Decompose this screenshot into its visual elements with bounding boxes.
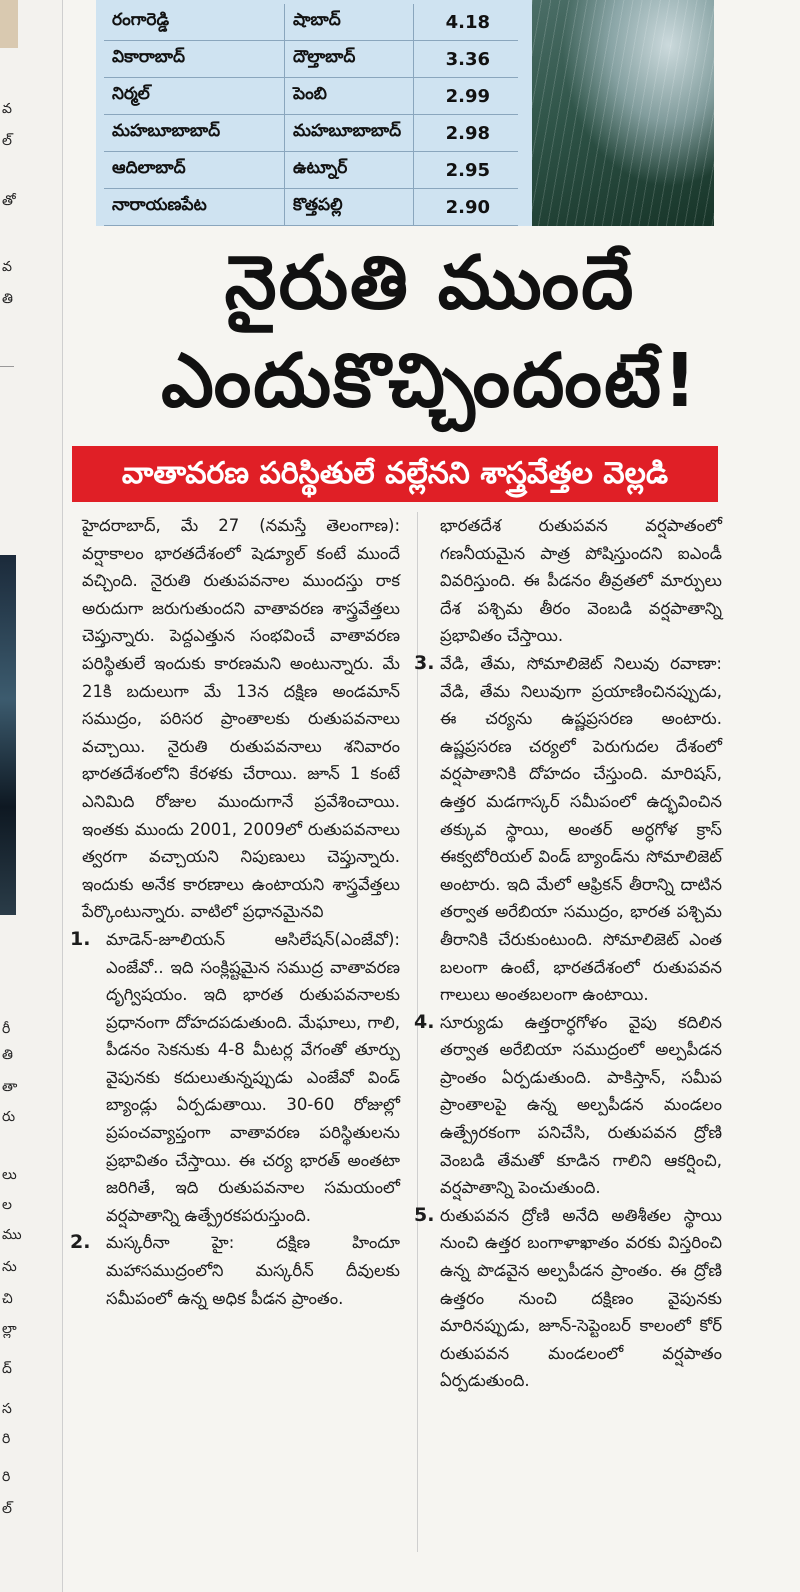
rainfall-value: 4.18 [414,4,519,41]
rainfall-table [104,4,518,226]
item-number: 4. [414,1010,435,1033]
article-column-right [414,512,722,1395]
table-row [104,152,518,189]
article-continuation: భారతదేశ రుతుపవన వర్షపాతంలో గణనీయమైన పాత్ర పోషిస్తుందని ఐఎండీ వివరిస్తుంది. ఈ పీడనం తీవ్రతలో మార్పులు దేశ పశ్చిమ తీరం వెంబడి వర్షపాతాన్ని ప్రభావితం చేస్తాయి. [440,516,722,646]
district-cell: నిర్మల్ [104,78,285,115]
item-text: వేడి, తేమ, సోమాలిజెట్‌ నిలువు రవాణా: వేడి, తేమ నిలువుగా ప్రయాణించినప్పుడు, ఈ చర్యను ఉష్ణప్రసరణ అంటారు. ఉష్ణప్రసరణ చర్యలో పెరుగుదల దేశంలో వర్షపాతానికి దోహదం చేస్తుంది. మారిషస్‌, ఉత్తర మడగాస్కర్‌ సమీపంలో ఉద్భవించిన తక్కువ స్థాయి, అంతర్‌ అర్ధగోళ క్రాస్‌ ఈక్వటోరియల్‌ విండ్‌ బ్యాండ్‌ను సోమాలిజెట్‌ అంటారు. ఇది మేలో ఆఫ్రికన్‌ తీరాన్ని దాటిన తర్వాత అరేబియా సముద్రం, భారత పశ్చిమ తీరానికి చేరుకుంటుంది. సోమాలిజెట్‌ ఎంత బలంగా ఉంటే, భారతదేశంలో రుతుపవన గాలులు అంతబలంగా ఉంటాయి. [440,653,722,1005]
place-cell: కొత్తపల్లి [285,189,414,226]
item-number: 5. [414,1203,435,1226]
rainfall-value: 2.99 [414,78,519,115]
adjacent-fragment: ద్ [2,1361,12,1377]
adjacent-fragment: తి [2,1047,13,1063]
district-cell: ఆదిలాబాద్ [104,152,285,189]
adjacent-fragment: తి [2,291,13,307]
adjacent-image [0,0,18,48]
list-item [414,1009,722,1202]
table-row [104,189,518,226]
place-cell: ఉట్నూర్ [285,152,414,189]
table-row [104,4,518,41]
item-text: మాడెన్‌-జూలియన్‌ ఆసిలేషన్‌(ఎంజేవో): ఎంజేవో.. ఇది సంక్లిష్టమైన సముద్ర వాతావరణ దృగ్విషయం. ఇది భారత రుతుపవనాలకు ప్రధానంగా దోహదపడుతుంది. మేఘాలు, గాలి, పీడనం సెకనుకు 4-8 మీటర్ల వేగంతో తూర్పు వైపునకు కదులుతున్నప్పుడు ఎంజేవో విండ్‌ బ్యాండ్లు ఏర్పడుతాయి. 30-60 రోజుల్లో ప్రపంచవ్యాప్తంగా వాతావరణ పరిస్థితులను ప్రభావితం చేస్తాయి. ఈ చర్య భారత్‌ అంతటా జరిగితే, ఇది రుతుపవనాల సమయంలో వర్షపాతాన్ని ఉత్ప్రేరకపరుస్తుంది. [106,929,400,1225]
district-cell: మహబూబాబాద్ [104,115,285,152]
table-row [104,115,518,152]
item-text: సూర్యుడు ఉత్తరార్ధగోళం వైపు కదిలిన తర్వాత అరేబియా సముద్రంలో అల్పపీడన ప్రాంతం ఏర్పడుతుంది. పాకిస్తాన్‌, సమీప ప్రాంతాలపై ఉన్న అల్పపీడన మండలం ఉత్ప్రేరకంగా పనిచేసి, రుతుపవన ద్రోణి వెంబడి తేమతో కూడిన గాలిని ఆకర్షించి, వర్షపాతాన్ని పెంచుతుంది. [440,1012,722,1198]
adjacent-fragment: వ [2,259,12,275]
list-item [70,1229,400,1312]
adjacent-article-strip [0,0,63,1592]
rainfall-value: 2.90 [414,189,519,226]
place-cell: మహబూబాబాద్ [285,115,414,152]
headline-line-2: ఎందుకొచ్చిందంటే! [161,338,699,424]
article-intro: హైదరాబాద్‌, మే 27 (నమస్తే తెలంగాణ): వర్షాకాలం భారతదేశంలో షెడ్యూల్‌ కంటే ముందే వచ్చింది. నైరుతి రుతుపవనాల ముందస్తు రాక అరుదుగా జరుగుతుందని వాతావరణ శాస్త్రవేత్తలు చెప్తున్నారు. పెద్దఎత్తున సంభవించే వాతావరణ పరిస్థితులే ఇందుకు కారణమని అంటున్నారు. మే 21కి బదులుగా మే 13న దక్షిణ అండమాన్‌ సముద్రం, పరిసర ప్రాంతాలకు రుతుపవనాలు వచ్చాయి. నైరుతి రుతుపవనాలు శనివారం భారతదేశంలోని కేరళకు చేరాయి. జూన్‌ 1 కంటే ఎనిమిది రోజుల ముందుగానే ప్రవేశించాయి. ఇంతకు ముందు 2001, 2009లో రుతుపవనాలు త్వరగా వచ్చాయని నిపుణులు చెప్తున్నారు. ఇందుకు అనేక కారణాలు ఉంటాయని శాస్త్రవేత్తలు పేర్కొంటున్నారు. వాటిలో ప్రధానమైనవి [82,516,400,922]
adjacent-fragment: ల్ [2,1501,12,1517]
umbrella-rain-photo [532,0,714,226]
district-cell: వికారాబాద్ [104,41,285,78]
district-cell: నారాయణపేట [104,189,285,226]
adjacent-fragment: రి [2,1431,11,1447]
adjacent-fragment: స [2,1401,12,1417]
adjacent-fragment: చి [2,1291,13,1307]
table-row [104,41,518,78]
headline-line-1: నైరుతి ముందే [224,240,636,326]
item-number: 2. [70,1231,91,1254]
adjacent-fragment: లు [2,1167,17,1183]
adjacent-fragment: ము [2,1227,22,1243]
adjacent-fragment: రి [2,1469,11,1485]
item-number: 3. [414,651,435,674]
rainfall-table-panel [96,0,532,226]
adjacent-fragment: తో [2,193,16,209]
adjacent-fragment: తా [2,1079,18,1095]
item-text: రుతుపవన ద్రోణి అనేది అతిశీతల స్థాయి నుంచి ఉత్తర బంగాళాఖాతం వరకు విస్తరించి ఉన్న పొడవైన అల్పపీడన ప్రాంతం. ఈ ద్రోణి ఉత్తరం నుంచి దక్షిణం వైపునకు మారినప్పుడు, జూన్‌-సెప్టెంబర్‌ కాలంలో కోర్‌ రుతుపవన మండలంలో వర్షపాతం ఏర్పడుతుంది. [440,1205,722,1391]
place-cell: పెంబి [285,78,414,115]
rainfall-value: 2.95 [414,152,519,189]
adjacent-divider [0,366,14,367]
list-item [70,926,400,1230]
adjacent-fragment: రీ [2,1021,11,1037]
item-text: మస్కరీనా హై: దక్షిణ హిందూ మహాసముద్రంలోని మస్కరీన్‌ దీవులకు సమీపంలో ఉన్న అధిక పీడన ప్రాంతం. [106,1233,400,1308]
list-item [414,1202,722,1395]
district-cell: రంగారెడ్డి [104,4,285,41]
adjacent-fragment: ల్ [2,133,12,149]
item-number: 1. [70,927,91,950]
rainfall-value: 3.36 [414,41,519,78]
adjacent-photo [0,555,16,915]
rainfall-value: 2.98 [414,115,519,152]
article-column-left [70,512,400,1312]
subheadline-banner: వాతావరణ పరిస్థితులే వల్లేనని శాస్త్రవేత్తల వెల్లడి [72,446,718,502]
table-row [104,78,518,115]
place-cell: దౌల్తాబాద్ [285,41,414,78]
place-cell: షాబాద్ [285,4,414,41]
adjacent-fragment: రు [2,1109,16,1125]
adjacent-fragment: ను [2,1259,17,1275]
list-item [414,650,722,1009]
adjacent-fragment: వ [2,101,12,117]
adjacent-fragment: ల్లా [2,1321,17,1337]
adjacent-fragment: ల [2,1197,12,1213]
